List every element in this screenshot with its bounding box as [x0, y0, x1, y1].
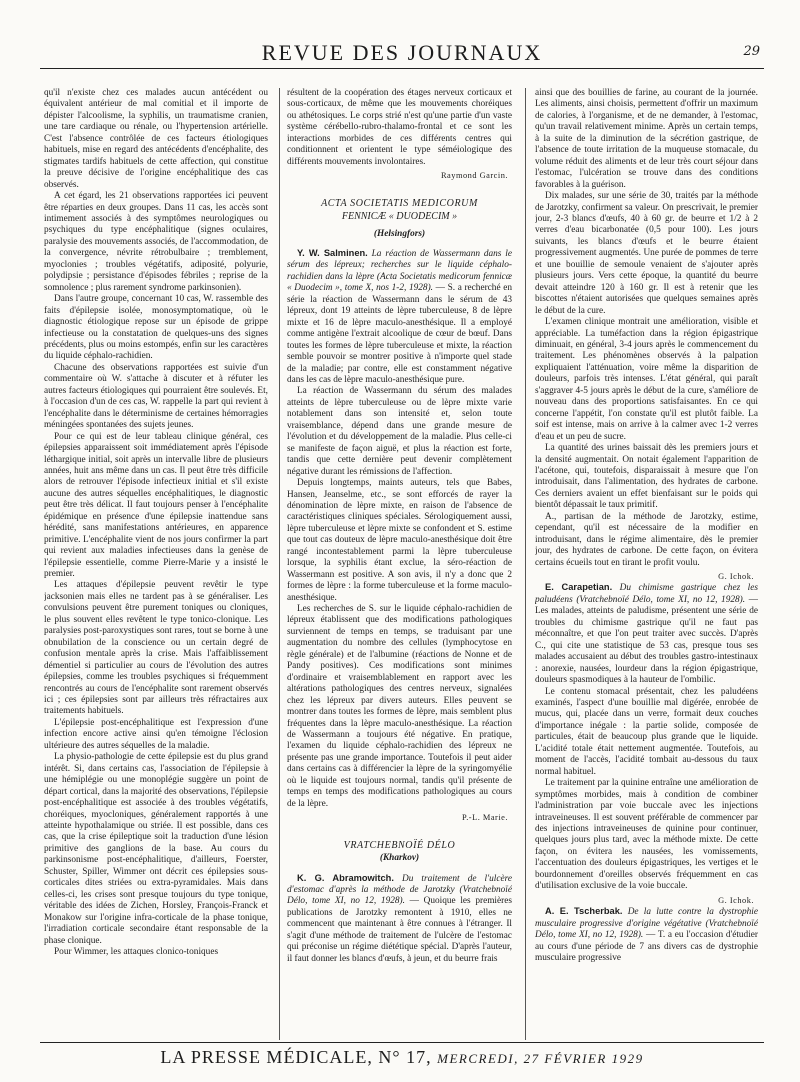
article-text: — Les malades, atteints de paludisme, présentent une série de troubles du chimisme gastrique qu'il ne faut pas méconnaître, et que l'on peut traiter avec succès. D'après C., qui cite une statistique de 53 cas, presque tous ses malades accusaient au début des troubles gastro-intestinaux : anorexie, nausées, lourdeur dans la région épigastrique, douleurs spasmodiques à la hauteur de l'ombilic.	[535, 594, 758, 686]
column-1	[44, 88, 268, 1040]
paragraph: La réaction de Wassermann du sérum des malades atteints de lèpre tuberculeuse ou de lèpre mixte varie notablement dans son intensité et, selon toute vraisemblance, dépend dans une grande mesure de l'évolution et du développement de la maladie. Plus celle-ci se manifeste de façon aiguë, et plus la réaction est forte, tandis que cette dernière peut devenir complètement négative durant les rémissions de l'affection.	[287, 386, 512, 477]
paragraph: Le traitement par la quinine entraîne une amélioration de symptômes morbides, mais à condition de combiner l'administration par voie buccale avec les injections intraveineuses. Il est souvent préférable de commencer par des injections intraveineuses de quinine pour continuer, quelques jours plus tard, avec la méthode mixte. De cette façon, on évitera les nausées, les vomissements, l'accentuation des douleurs épigastriques, les vertiges et le bourdonnement d'oreilles observés fréquemment en cas d'utilisation exclusive de la voie buccale.	[535, 778, 758, 892]
journal-title: REVUE DES JOURNAUX	[261, 40, 543, 65]
article-text: — S. a recherché en série la réaction de Wassermann dans le sérum de 43 lépreux, dont 19 atteints de lèpre tuberculeuse, 8 de lèpre mixte et 16 de lèpre maculo-anesthésique. Il a employé comme antigène l'extrait alcoolique de cœur de bœuf. Dans toutes les formes de lèpre tuberculeuse et mixte, la réaction semble pouvoir se montrer positive à n'importe quel stade de la maladie; par contre, elle est constamment négative dans les cas de lèpre maculo-anesthésique pure.	[287, 283, 512, 385]
signature: G. Ichok.	[718, 895, 754, 905]
journal-section-title: ACTA SOCIETATIS MEDICORUM	[321, 197, 478, 209]
paragraph: Depuis longtemps, maints auteurs, tels que Babes, Hansen, Jeanselme, etc., se sont efforcés de rayer la dénomination de lèpre mixte, en raison de l'absence de caractéristiques cliniques spéciales. Sérologiquement aussi, lèpre tuberculeuse et lèpre mixte se confondent et S. estime que tout cas douteux de lèpre maculo-anesthésique doit être rangé incontestablement parmi la lèpre tuberculeuse lorsque, la syphilis étant exclue, la séro-réaction de Wassermann est positive. A son avis, il n'y a donc que 2 formes de lèpre : la forme tuberculeuse et la forme maculo-anesthésique.	[287, 478, 512, 603]
footer-line	[40, 1043, 764, 1068]
article-reference: (Acta Societatis medicorum fennicæ « Duodecim », tome X, nos 1-2, 1928).	[287, 271, 512, 294]
column-2	[287, 88, 512, 1040]
paragraph: L'examen clinique montrait une amélioration, visible et appréciable. La tuméfaction dans la région épigastrique diminuait, en général, 3-4 jours après le commencement du traitement. Les phénomènes observés à la palpation expliquaient l'atténuation, voire même la disparition de douleurs, parfois très intenses. L'état général, qui paraît s'aggraver 4-5 jours après le début de la cure, s'améliore de nouveau dans des proportions satisfaisantes. En ce qui concerne l'appétit, l'on constate qu'il est plutôt faible. La soif est intense, mais on arrive à la calmer avec 1-2 verres d'eau et un peu de sucre.	[535, 317, 758, 442]
article-title: Du traitement de l'ulcère d'estomac d'après la méthode de Jarotzky	[287, 873, 512, 895]
article-reference: (Vratchebnoïé Délo, tome XI, no 12, 1928).	[576, 594, 746, 605]
article-columns	[44, 88, 758, 1040]
column-divider	[525, 88, 526, 1040]
article-entry	[535, 906, 758, 964]
paragraph: Chacune des observations rapportées est suivie d'un commentaire où W. s'attache à discuter et à réfuter les autres facteurs étiologiques qui pourraient être soulevés. Et, à l'occasion d'un de ces cas, W. rappelle la part qui revient à l'encéphalite dans le déterminisme de certaines hémorragies méningées spontanées des sujets jeunes.	[44, 362, 268, 431]
paragraph: ainsi que des bouillies de farine, au courant de la journée. Les aliments, ainsi choisis, permettent d'offrir un maximum de calories, à l'organisme, et de ne demander, à l'estomac, qu'un travail relativement minime. Après un certain temps, à la suite de la diminution de la sécrétion gastrique, de l'absence de toute irritation de la muqueuse stomacale, du volume réduit des aliments et de leur très court séjour dans l'estomac, l'ulcération se trouve dans des conditions favorables à la guérison.	[535, 88, 758, 190]
page-footer	[40, 1042, 764, 1072]
paragraph: Les attaques d'épilepsie peuvent revêtir le type jacksonien mais elles ne tardent pas à se généraliser. Les convulsions peuvent être purement toniques ou cloniques, le plus souvent elles revêtent le type tonico-clonique. Les paralysies post-paroxystiques sont rares, tout se borne à une obnubilation de la conscience ou un certain degré de confusion mentale après la crise. Mais l'affaiblissement démentiel si particulier au cours de l'évolution des autres épilepsies, comme les troubles psychiques si fréquemment rencontrés au cours de l'encéphalite sont rarement observés ici ; ces épilepsies sont par ailleurs très réfractaires aux traitements habituels.	[44, 580, 268, 717]
article-entry	[287, 873, 512, 966]
article-entry	[535, 582, 758, 686]
column-3	[535, 88, 758, 1040]
paragraph: Pour ce qui est de leur tableau clinique général, ces épilepsies apparaissent soit immédiatement après l'épisode léthargique initial, soit après un intervalle libre de plusieurs années, huit ans même dans un cas. Il peut être très difficile alors de retrouver l'épisode infectieux initial et s'il existe aucune des autres séquelles encéphalitiques, le diagnostic peut être très délicat. Il faut toujours penser à l'encéphalite épidémique en présence d'une épilepsie inattendue sans hérédité, sans manifestations antérieures, en apparence primitive. L'encéphalite vient de nos jours confirmer la part qui revient aux maladies infectieuses dans la genèse de l'épilepsie essentielle, comme Pierre-Marie y a insisté le premier.	[44, 431, 268, 580]
article-title: La réaction de Wassermann dans le sérum des lépreux; recherches sur le liquide céphalo-rachidien dans la lèpre	[287, 248, 512, 282]
paragraph: résultent de la coopération des étages nerveux corticaux et sous-corticaux, de même que les mouvements choréiques ou athétosiques. Le corps strié n'est qu'une partie d'un vaste système cérébello-rubro-thalamo-frontal et ce sont les interactions morbides de ces différents centres qui conditionnent et orientent le type séméiologique des différents mouvements involontaires.	[287, 88, 512, 167]
paragraph: La physio-pathologie de cette épilepsie est du plus grand intérêt. Si, dans certains cas, l'association de l'épilepsie à une hémiplégie ou une monoplégie suggère un point de départ cortical, dans la majorité des observations, l'épilepsie post-encéphalitique est associée à des troubles végétatifs, choréiques, myocloniques, généralement rapportés à une atteinte hypothalamique ou striée. Il est possible, dans ces cas, que la crise épileptique soit la traduction d'une lésion primitive des ganglions de la base. Au cours du parkinsonisme post-encéphalitique, d'ailleurs, Foerster, Schuster, Spiller, Wimmer ont décrit ces épilepsies sous-corticales dites striées ou extra-pyramidales. Mais dans celles-ci, les crises sont presque toujours du type tonique, véritable des idées de Zichen, Horsley, François-Franck et Monakow sur l'origine infra-corticale de la phase tonique, l'irradiation corticale secondaire étant responsable de la phase clonique.	[44, 752, 268, 946]
issue-date: MERCREDI, 27 FÉVRIER 1929	[437, 1051, 644, 1066]
article-text: — T. a eu l'occasion d'étudier au cours d'une période de 7 ans divers cas de dystrophie musculaire progressive	[535, 930, 758, 963]
column-divider	[279, 88, 280, 1040]
paragraph: La quantité des urines baissait dès les premiers jours et la densité augmentait. On notait également l'apparition de l'acétone, qui, toutefois, disparaissait à mesure que l'on introduisait, dans l'alimentation, des hydrates de carbone. Ces derniers avaient un effet bienfaisant sur le poids qui bientôt dépassait le taux primitif.	[535, 443, 758, 511]
page-header	[40, 10, 764, 65]
header-rule	[40, 68, 764, 69]
journal-section-subtitle: FENNICÆ « DUODECIM »	[341, 211, 458, 223]
article-title: De la lutte contre la dystrophie musculaire progressive d'origine végétative	[535, 907, 758, 929]
article-author: K. G. Abramowitch.	[297, 872, 394, 883]
journal-section-place: (Helsingfors)	[373, 228, 426, 239]
paragraph: Les recherches de S. sur le liquide céphalo-rachidien de lépreux établissent que des modifications pathologiques surviennent de temps en temps, se traduisant par une augmentation du nombre des cellules (lymphocytose en règle générale) et de l'albumine (réactions de Nonne et de Pandy positives). Ces modifications sont minimes d'ordinaire et vraisemblablement en rapport avec les altérations pathologiques des centres nerveux, signalées chez les lépreux par divers auteurs. Elles peuvent se montrer dans toutes les formes de lèpre, mais semblent plus fréquentes dans la lèpre maculo-anesthésique. La réaction de Wassermann a toujours été négative. En pratique, l'examen du liquide céphalo-rachidien des lépreux ne présente pas une grande importance. Toutefois il peut aider dans certains cas à différencier la lèpre de la syringomyélie où le liquide est toujours normal, tandis qu'il présente de temps en temps des modifications pathologiques au cours de la lèpre.	[287, 604, 512, 809]
article-title: Du chimisme gastrique chez les paludéens	[535, 583, 758, 605]
article-reference: (Vratchebnoïé Délo, tome XI, no 12, 1928).	[287, 885, 512, 907]
article-reference: (Vratchebnoïé Délo, tome XI, no 12, 1928).	[535, 918, 758, 941]
paragraph: L'épilepsie post-encéphalitique est l'expression d'une infection encore active ainsi qu'en témoigne l'éclosion ultérieure des autres séquelles de la maladie.	[44, 717, 268, 751]
paragraph: Pour Wimmer, les attaques clonico-toniques	[54, 946, 219, 957]
journal-section-title: VRATCHEBNOÏÉ DÉLO	[343, 839, 456, 851]
page-number: 29	[743, 44, 760, 59]
paragraph: qu'il n'existe chez ces malades aucun antécédent ou équivalent antérieur de mal comitial et il importe de dépister l'alcoolisme, la syphilis, un traumatisme cranien, une tare cardiaque ou rénale, ou l'hypertension artérielle. C'est l'absence contrôlée de ces facteurs étiologiques habituels, mise en regard des antécédents d'encéphalite, des stigmates tardifs habituels de cette affection, qui constitue la preuve décisive de l'origine encéphalitique des cas observés.	[44, 88, 268, 190]
signature: G. Ichok.	[718, 572, 754, 582]
article-author: Y. W. Salminen.	[297, 247, 368, 258]
signature: P.-L. Marie.	[461, 813, 508, 823]
paragraph: Dix malades, sur une série de 30, traités par la méthode de Jarotzky, confirment sa valeur. On prescrivait, le premier jour, 2-3 blancs d'œufs, 40 à 60 gr. de beurre et 1/2 à 2 verres d'eau bicarbonatée (0,5 pour 100). Les jours suivants, les blancs d'œufs et le beurre étaient progressivement augmentés. Une purée de pommes de terre et une bouillie de semoule venaient de s'ajouter après plusieurs jours. Vers cette époque, la quantité du beurre devait atteindre 120 à 160 gr. Il est à retenir que les biscottes n'étaient autorisées que quelques semaines après le début de la cure.	[535, 191, 758, 316]
paragraph: A., partisan de la méthode de Jarotzky, estime, cependant, qu'il est nécessaire de la modifier en introduisant, dans le régime alimentaire, dès le premier jour, des hydrates de carbone. De cette façon, on évitera certains écueils tout en tirant le profit voulu.	[535, 511, 758, 568]
paragraph: Dans l'autre groupe, concernant 10 cas, W. rassemble des faits d'épilepsie isolée, monosymptomatique, où le diagnostic étiologique repose sur un épisode de grippe infectieuse ou la constatation de quelques-uns des signes précédents, plus ou moins estompés, enfin sur les caractères du liquide céphalo-rachidien.	[44, 294, 268, 362]
paragraph: Le contenu stomacal présentait, chez les paludéens examinés, l'aspect d'une bouillie mal digérée, enrobée de mucus, qui, placée dans un verre, formait deux couches d'importance inégale : la partie solide, composée de particules, était de beaucoup plus grande que le liquide. L'acidité totale était nettement augmentée. Toutefois, au moment de l'accès, l'acidité tombait au-dessous du taux normal habituel.	[535, 686, 758, 777]
publication-name: LA PRESSE MÉDICALE, N° 17,	[160, 1047, 432, 1067]
journal-section-place: (Kharkov)	[379, 853, 420, 864]
paragraph: A cet égard, les 21 observations rapportées ici peuvent être réparties en deux groupes. Dans 11 cas, les accès sont intimement associés à des symptômes neurologiques ou psychiques du type encéphalitique (signes oculaires, paralysie des mouvements associés, de l'accommodation, de la convergence, névrite rétrobulbaire ; tremblement, myoclonies ; troubles végétatifs, adiposité, polyurie, polydipsie ; persistance d'épisodes fébriles ; reprise de la somnolence ; plus rarement syndrome parkinsonien).	[44, 191, 268, 293]
article-author: A. E. Tscherbak.	[545, 906, 623, 917]
article-entry	[287, 248, 512, 386]
article-text: — Quoique les premières publications de Jarotzky remontent à 1910, elles ne commencent que maintenant à être connues à l'étranger. Il s'agit d'une méthode de traitement de l'ulcère de l'estomac qui préconise un régime diététique spécial. D'après l'auteur, il faut donner les blancs d'œufs, à jeun, et du beurre frais	[287, 896, 512, 964]
signature: Raymond Garcin.	[440, 171, 508, 181]
article-author: E. Carapetian.	[545, 582, 613, 593]
